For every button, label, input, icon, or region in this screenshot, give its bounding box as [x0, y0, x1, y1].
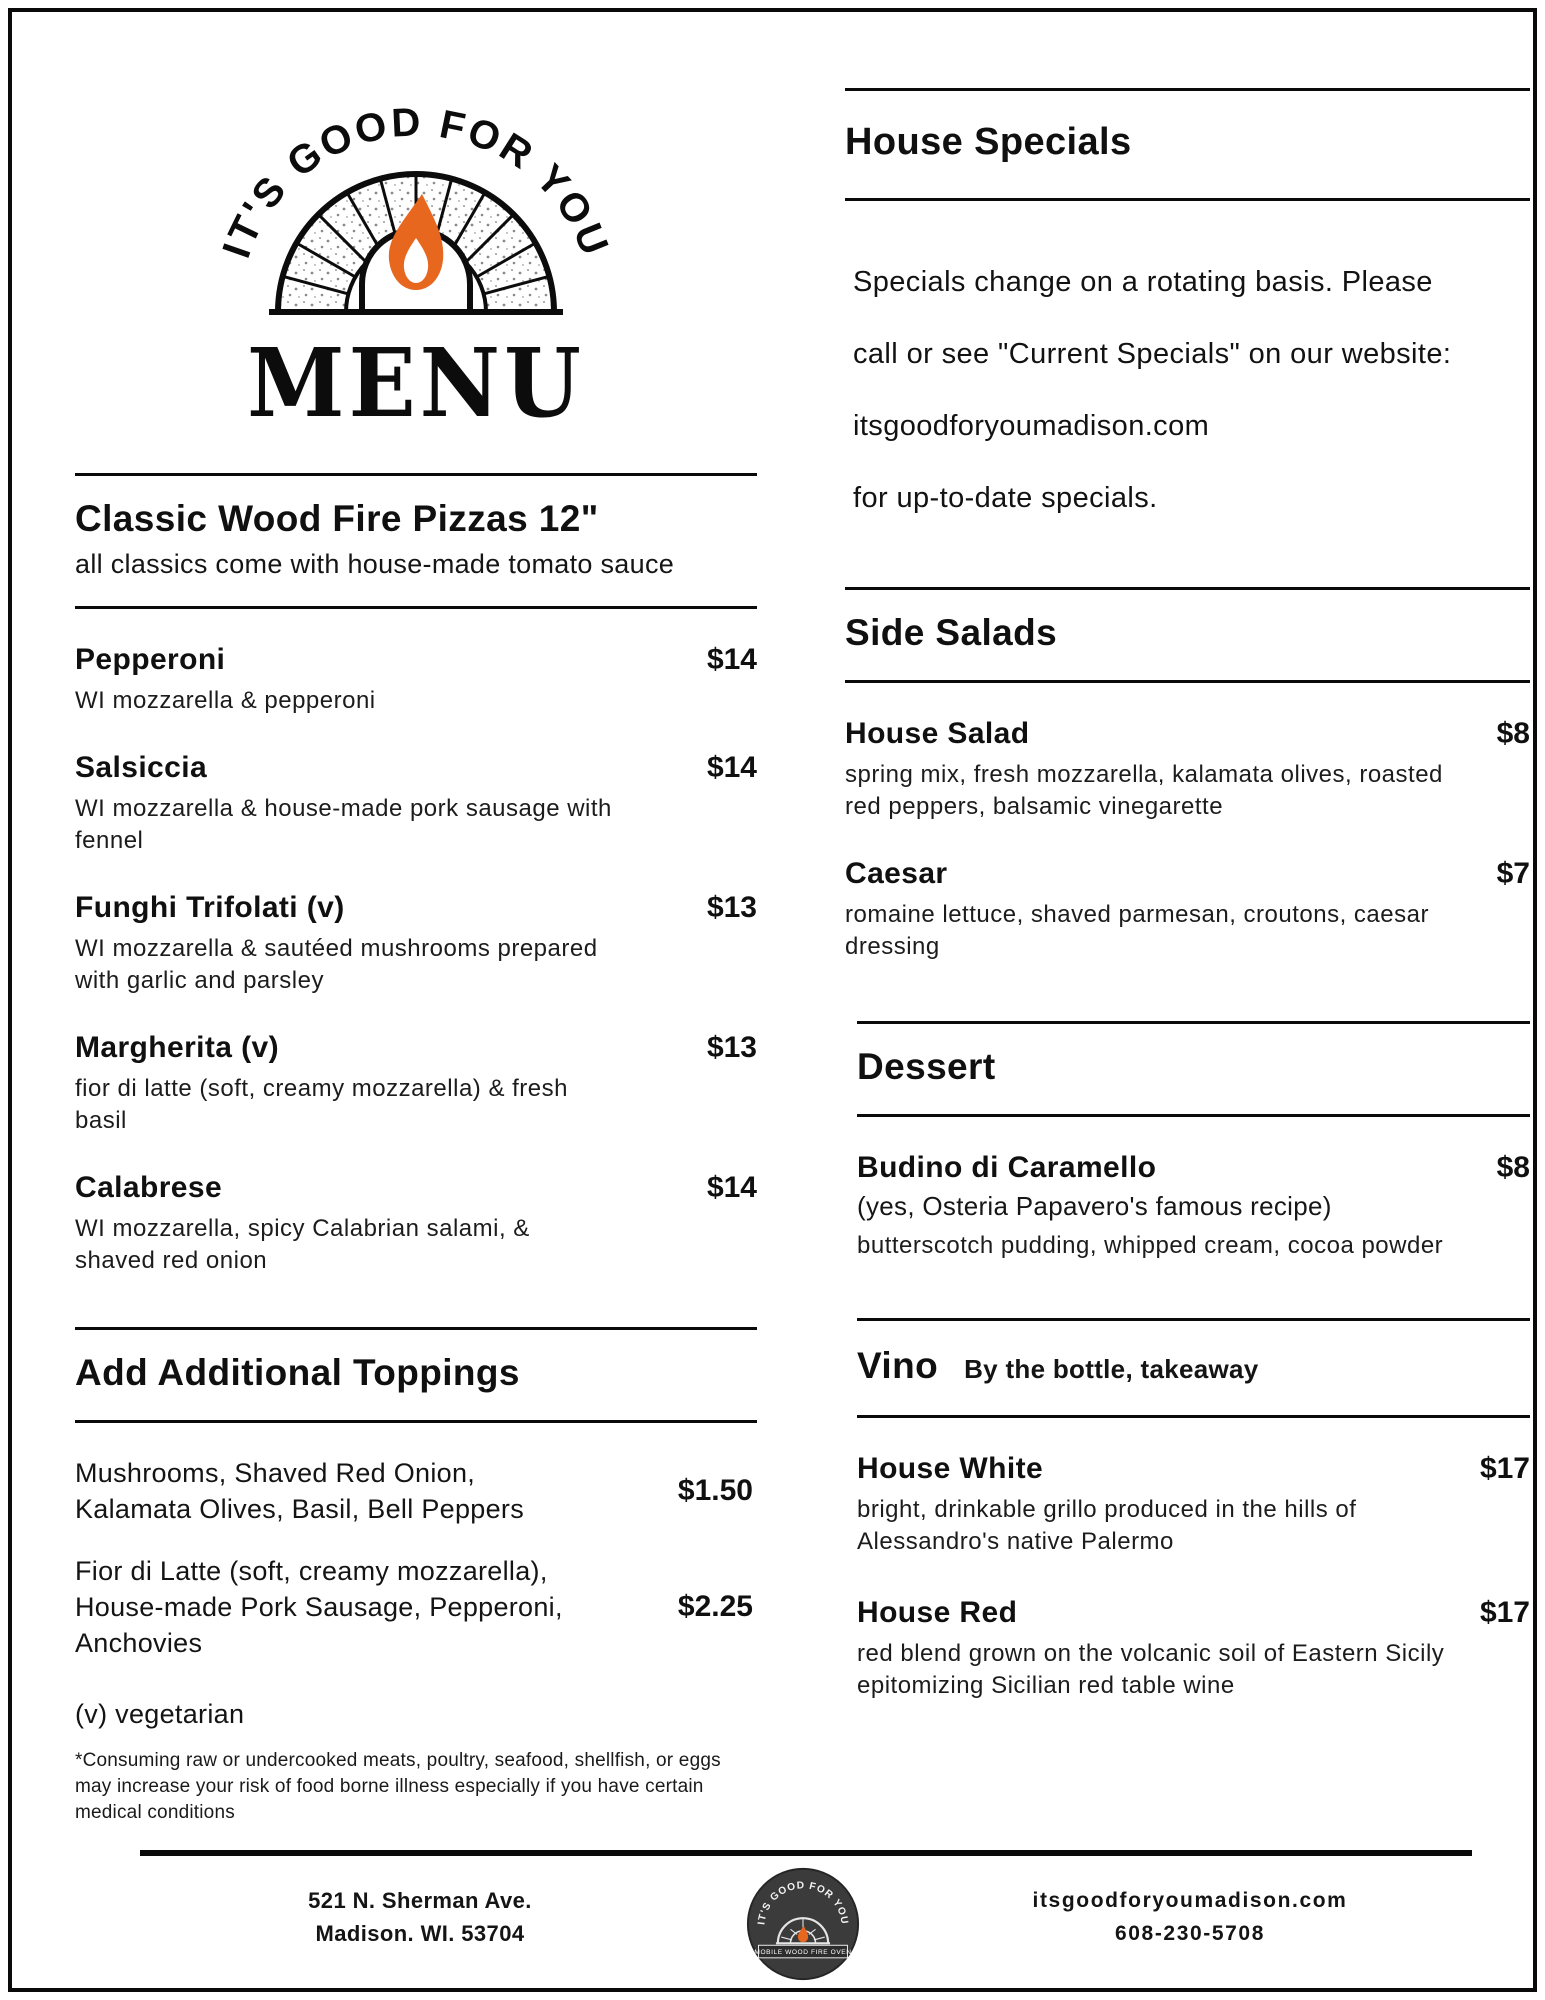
wood-fire-oven-logo: [181, 44, 651, 444]
item-name: Budino di Caramello: [857, 1151, 1157, 1184]
item-price: $13: [706, 891, 757, 924]
divider: [845, 587, 1530, 590]
item-price: $14: [706, 751, 757, 784]
item-price: $7: [1496, 857, 1530, 890]
item-description: bright, drinkable grillo produced in the hills of Alessandro's native Palermo: [857, 1496, 1357, 1555]
item-note: (yes, Osteria Papavero's famous recipe): [857, 1191, 1332, 1221]
specials-line: call or see "Current Specials" on our website:: [853, 338, 1452, 370]
item-name: Pepperoni: [75, 643, 226, 676]
item-price: $8: [1496, 717, 1530, 750]
section-subtitle-pizzas: all classics come with house-made tomato sauce: [75, 549, 675, 579]
specials-line: for up-to-date specials.: [853, 482, 1158, 514]
right-column: [845, 0, 1530, 1702]
menu-item-caesar: [845, 857, 1530, 963]
divider: [845, 680, 1530, 683]
item-price: $17: [1479, 1452, 1530, 1485]
divider: [857, 1114, 1530, 1117]
topping-line: Kalamata Olives, Basil, Bell Peppers: [75, 1494, 524, 1524]
item-description: WI mozzarella & house-made pork sausage with fennel: [75, 795, 612, 854]
menu-item-house-salad: [845, 717, 1530, 823]
item-description: WI mozzarella & pepperoni: [75, 687, 376, 714]
vino-section: [857, 1318, 1530, 1702]
section-title-pizzas: Classic Wood Fire Pizzas 12": [75, 498, 599, 539]
footer-address: [220, 1884, 620, 1950]
divider: [857, 1021, 1530, 1024]
divider: [75, 1420, 757, 1423]
topping-price: $1.50: [677, 1474, 753, 1507]
logo-arc-text: IT'S GOOD FOR YOU: [214, 100, 618, 264]
footer-badge: [745, 1866, 861, 1982]
logo-menu-word: MENU: [247, 326, 585, 439]
badge-banner-text: MOBILE WOOD FIRE OVEN: [754, 1949, 852, 1957]
topping-names: [75, 1455, 524, 1527]
item-price: $8: [1496, 1151, 1530, 1184]
section-title-dessert: Dessert: [857, 1046, 996, 1087]
divider: [75, 1327, 757, 1330]
specials-line: Specials change on a rotating basis. Please: [853, 266, 1433, 298]
topping-line: House-made Pork Sausage, Pepperoni,: [75, 1592, 563, 1622]
food-safety-disclaimer: *Consuming raw or undercooked meats, poultry, seafood, shellfish, or eggs may increase your risk of food borne illness especially if you have certain medical conditions: [75, 1750, 721, 1823]
divider: [75, 606, 757, 609]
item-name: Caesar: [845, 857, 948, 890]
menu-item-calabrese: [75, 1171, 757, 1277]
item-price: $14: [706, 1171, 757, 1204]
topping-line: Mushrooms, Shaved Red Onion,: [75, 1458, 476, 1488]
topping-line: Anchovies: [75, 1628, 203, 1658]
topping-line: Fior di Latte (soft, creamy mozzarella),: [75, 1556, 548, 1586]
item-description: red blend grown on the volcanic soil of Eastern Sicily epitomizing Sicilian red table wine: [857, 1640, 1445, 1699]
menu-item-house-red: [857, 1596, 1530, 1702]
topping-price: $2.25: [677, 1590, 753, 1623]
topping-row-premium-toppings: [75, 1553, 757, 1661]
address-line-1: 521 N. Sherman Ave.: [308, 1888, 532, 1913]
house-specials-text: [845, 263, 1530, 517]
item-name: Margherita (v): [75, 1031, 279, 1064]
footer-divider: [140, 1850, 1472, 1856]
item-description: WI mozzarella & sautéed mushrooms prepared with garlic and parsley: [75, 935, 598, 994]
divider: [75, 473, 757, 476]
item-name: House Red: [857, 1596, 1018, 1629]
vino-heading: [857, 1345, 1530, 1387]
menu-item-margherita: [75, 1031, 757, 1137]
item-name: Calabrese: [75, 1171, 223, 1204]
section-title-house-specials: House Specials: [845, 121, 1132, 163]
left-column: [75, 0, 757, 1826]
item-description: romaine lettuce, shaved parmesan, croutons, caesar dressing: [845, 901, 1429, 960]
menu-item-budino: [857, 1151, 1530, 1262]
dessert-section: [857, 1021, 1530, 1262]
item-name: Funghi Trifolati (v): [75, 891, 345, 924]
section-title-vino: Vino: [857, 1345, 939, 1386]
vegetarian-note: (v) vegetarian: [75, 1699, 245, 1729]
section-title-toppings: Add Additional Toppings: [75, 1352, 520, 1393]
menu-item-salsiccia: [75, 751, 757, 857]
address-line-2: Madison. WI. 53704: [315, 1921, 525, 1946]
divider: [845, 198, 1530, 201]
item-name: House White: [857, 1452, 1044, 1485]
topping-names: [75, 1553, 563, 1661]
item-description: butterscotch pudding, whipped cream, cocoa powder: [857, 1232, 1444, 1259]
item-name: House Salad: [845, 717, 1030, 750]
badge-logo-icon: [745, 1866, 861, 1982]
item-description: WI mozzarella, spicy Calabrian salami, & shaved red onion: [75, 1215, 530, 1274]
item-description: fior di latte (soft, creamy mozzarella) & fresh basil: [75, 1075, 568, 1134]
divider: [857, 1318, 1530, 1321]
vino-subtitle: By the bottle, takeaway: [964, 1354, 1259, 1384]
menu-item-funghi-trifolati: [75, 891, 757, 997]
divider: [857, 1415, 1530, 1418]
footer-phone: 608-230-5708: [1115, 1922, 1265, 1945]
item-price: $13: [706, 1031, 757, 1064]
menu-item-house-white: [857, 1452, 1530, 1558]
section-title-side-salads: Side Salads: [845, 612, 1058, 653]
badge-arc-text: IT'S GOOD FOR YOU: [756, 1880, 850, 1926]
topping-row-dollar-toppings: [75, 1455, 757, 1527]
item-description: spring mix, fresh mozzarella, kalamata olives, roasted red peppers, balsamic vinegarette: [845, 761, 1443, 820]
footer-website: itsgoodforyoumadison.com: [1032, 1889, 1348, 1912]
item-name: Salsiccia: [75, 751, 208, 784]
divider: [845, 88, 1530, 91]
item-price: $17: [1479, 1596, 1530, 1629]
footer: [140, 1850, 1472, 1957]
menu-item-pepperoni: [75, 643, 757, 717]
footer-contact: [990, 1884, 1390, 1950]
specials-line-website: itsgoodforyoumadison.com: [853, 410, 1210, 442]
item-price: $14: [706, 643, 757, 676]
restaurant-logo: [181, 44, 651, 449]
